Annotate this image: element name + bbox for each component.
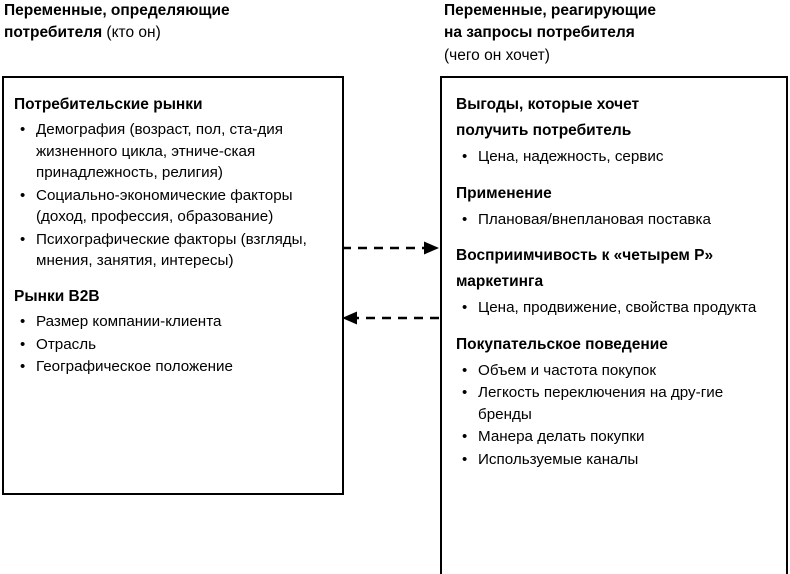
group-title-benefits-line1: Выгоды, которые хочет — [456, 96, 640, 113]
list-item: • Манера делать покупки — [456, 426, 774, 448]
right-box — [440, 76, 788, 574]
group-title-buying-behavior: Покупательское поведение — [456, 335, 668, 353]
heading-right-line2: на запросы потребителя — [444, 24, 635, 42]
heading-left — [4, 0, 334, 45]
list-item: • Географическое положение — [14, 356, 330, 378]
heading-left-line2 — [4, 22, 334, 44]
left-box — [2, 76, 344, 495]
list-item: • Отрасль — [14, 334, 330, 356]
group-title-b2b-markets: Рынки B2B — [14, 288, 100, 306]
list-item: • Демография (возраст, пол, ста-дия жизненного цикла, этниче-ская принадлежность, религия) — [14, 119, 330, 184]
list-item: • Психографические факторы (взгляды, мнения, занятия, интересы) — [14, 229, 330, 272]
group-four-p-receptivity — [456, 245, 774, 319]
list-buying-behavior — [456, 360, 774, 471]
heading-left-line2-bold: потребителя — [4, 24, 103, 42]
group-title-benefits-line2: получить потребитель — [456, 122, 632, 139]
list-application — [456, 209, 774, 231]
group-b2b-markets — [14, 286, 330, 378]
left-box-content — [4, 78, 342, 402]
right-box-content — [442, 78, 786, 496]
connector-arrows — [340, 230, 444, 340]
group-title-four-p-line2: маркетинга — [456, 273, 544, 291]
group-title-consumer-markets: Потребительские рынки — [14, 96, 203, 113]
list-four-p — [456, 297, 774, 319]
list-item: • Плановая/внеплановая поставка — [456, 209, 774, 231]
group-application — [456, 183, 774, 231]
list-item: • Цена, надежность, сервис — [456, 146, 774, 168]
list-item: • Цена, продвижение, свойства продукта — [456, 297, 774, 319]
list-item: • Используемые каналы — [456, 449, 774, 471]
list-item: • Размер компании-клиента — [14, 311, 330, 333]
heading-left-line1: Переменные, определяющие — [4, 2, 230, 19]
group-title-application: Применение — [456, 184, 552, 202]
list-item: • Объем и частота покупок — [456, 360, 774, 382]
heading-right-line1: Переменные, реагирующие — [444, 2, 656, 19]
dashed-arrow-right — [342, 242, 439, 255]
heading-right — [444, 0, 774, 67]
group-consumer-markets — [14, 94, 330, 272]
list-b2b-markets — [14, 311, 330, 378]
heading-left-line2-normal: (кто он) — [102, 24, 161, 42]
list-benefits — [456, 146, 774, 168]
dashed-arrow-left — [342, 312, 439, 325]
group-title-four-p-line1: Восприимчивость к «четырем P» — [456, 247, 714, 265]
group-benefits — [456, 94, 774, 168]
list-item: • Социально-экономические факторы (доход, профессия, образование) — [14, 185, 330, 228]
group-buying-behavior — [456, 334, 774, 471]
heading-right-line3: (чего он хочет) — [444, 46, 550, 64]
list-consumer-markets — [14, 119, 330, 272]
list-item: • Легкость переключения на дру-гие бренды — [456, 382, 774, 425]
